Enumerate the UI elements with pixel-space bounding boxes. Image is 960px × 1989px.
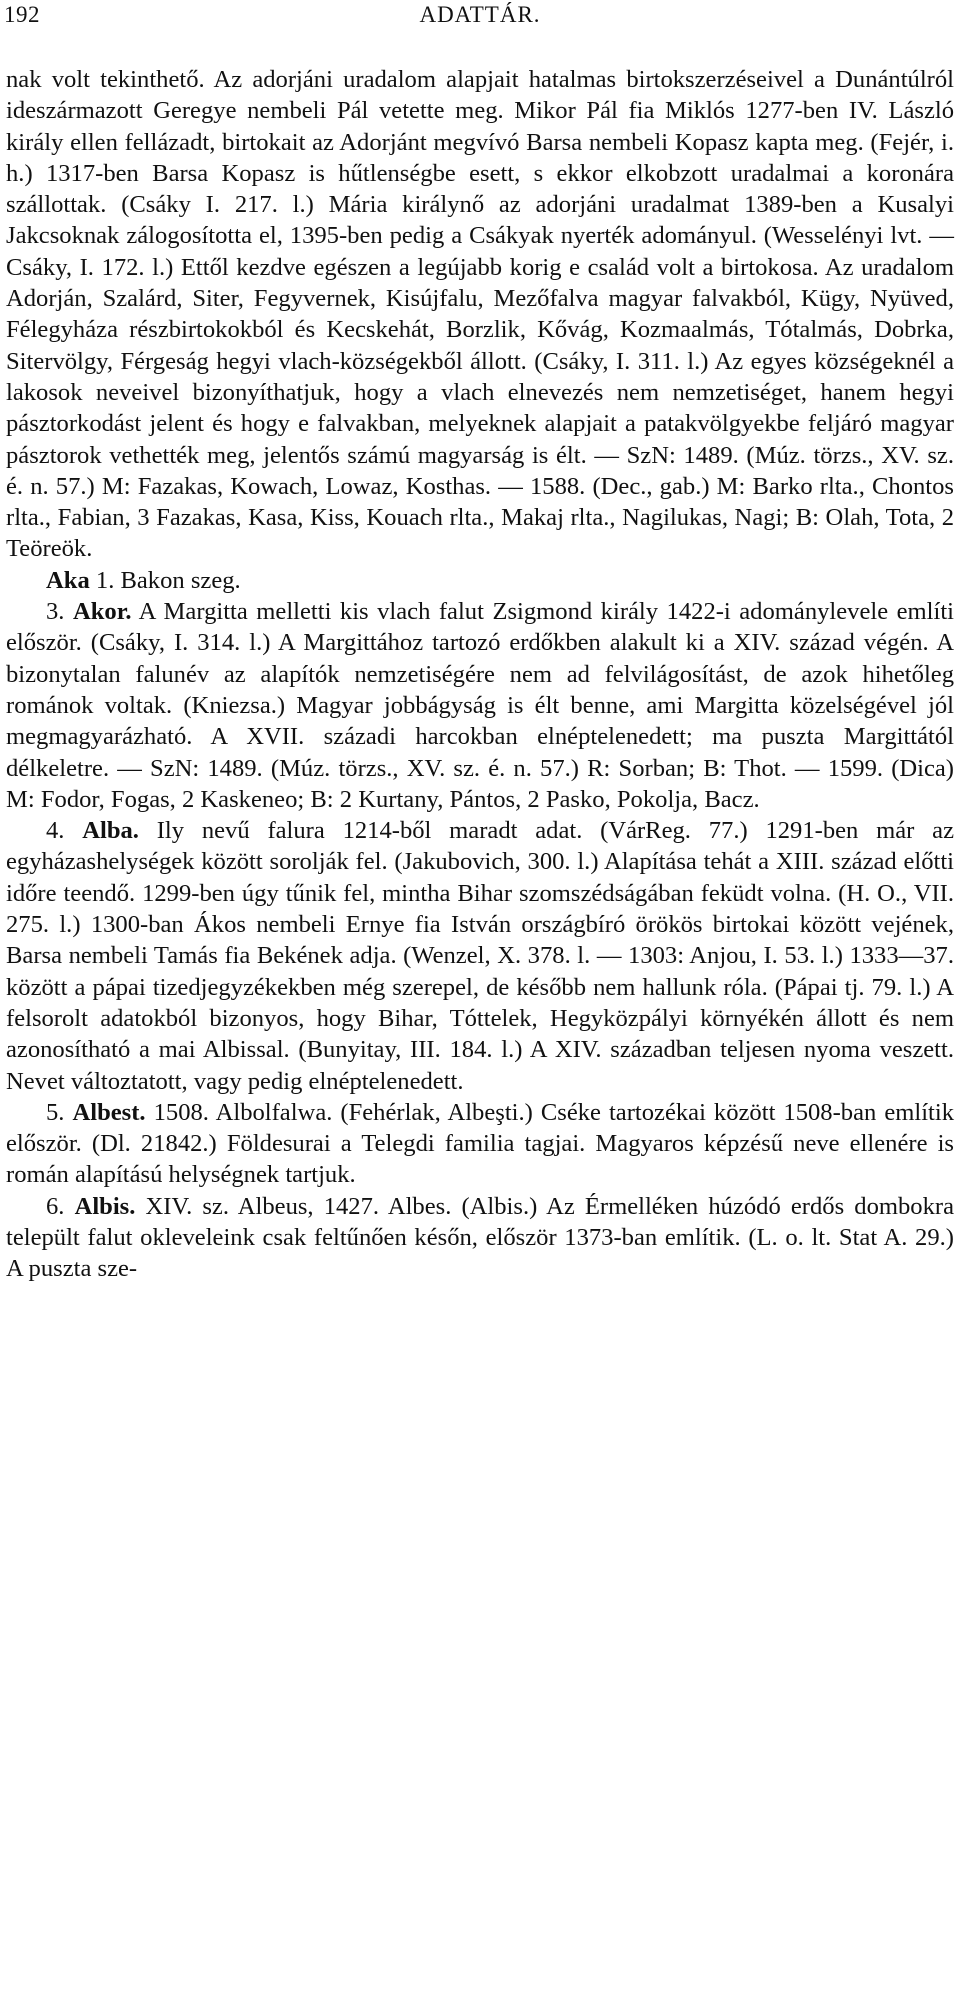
- entry-headword: Aka: [46, 566, 90, 594]
- paragraph-continuation: nak volt tekinthető. Az adorjáni uradalom alapjait hatalmas birtokszerzéseivel a Dunántúlról ideszármazott Geregye nembeli Pál vetette meg. Mikor Pál fia Miklós 1277-ben IV. László király ellen fellázadt, birtokait az Adorjánt megvívó Barsa nembeli Kopasz kapta meg. (Fejér, i. h.) 1317-ben Barsa Kopasz is hűtlenségbe esett, s ekkor elkobzott uradalmai a koronára szállottak. (Csáky I. 217. l.) Mária királynő az adorjáni uradalmat 1389-ben a Kusalyi Jakcsoknak zálogosította el, 1395-ben pedig a Csákyak nyerték adományul. (Wesselényi lvt. — Csáky, I. 172. l.) Ettől kezdve egészen a legújabb korig e család volt a birtokosa. Az uradalom Adorján, Szalárd, Siter, Fegyvernek, Kisújfalu, Mezőfalva magyar falvakból, Kügy, Nyüved, Félegyháza részbirtokokból és Kecskehát, Borzlik, Kővág, Kozmaalmás, Tótalmás, Dobrka, Sitervölgy, Férgeság hegyi vlach-községekből állott. (Csáky, I. 311. l.) Az egyes községeknél a lakosok neveivel bizonyíthatjuk, hogy a vlach elnevezés nem nemzetiséget, hanem hegyi pásztorkodást jelent és hogy e falvakban, melyeknek alapjait a patakvölgyekbe feljáró magyar pásztorok vethették meg, jelentős számú magyarság is élt. — SzN: 1489. (Múz. törzs., XV. sz. é. n. 57.) M: Fazakas, Kowach, Lowaz, Kosthas. — 1588. (Dec., gab.) M: Barko rlta., Chontos rlta., Fabian, 3 Fazakas, Kasa, Kiss, Kouach rlta., Makaj rlta., Nagilukas, Nagi; B: Olah, Tota, 2 Teöreök.: [6, 66, 954, 563]
- entry-number: 6.: [46, 1192, 75, 1220]
- page-header: [0, 2, 960, 38]
- entry-headword: Albis.: [74, 1192, 136, 1220]
- entry-text: Ily nevű falura 1214-ből maradt adat. (VárReg. 77.) 1291-ben már az egyházashelységek között sorolják fel. (Jakubovich, 300. l.) Alapítása tehát a XIII. század előtti időre teendő. 1299-ben úgy tűnik fel, mintha Bihar szomszédságában feküdt volna. (H. O., VII. 275. l.) 1300-ban Ákos nembeli Ernye fia István országbíró örökös birtokai között vejének, Barsa nembeli Tamás fia Bekének adja. (Wenzel, X. 378. l. — 1303: Anjou, I. 53. l.) 1333—37. között a pápai tizedjegyzékekben még szerepel, de később nem hallunk róla. (Pápai tj. 79. l.) A felsorolt adatokból bizonyos, hogy Bihar, Tóttelek, Hegyközpályi környékén állott és nem azonosítható a mai Albissal. (Bunyitay, III. 184. l.) A XIV. században teljesen nyoma veszett. Nevet változtatott, vagy pedig elnéptelenedett.: [6, 817, 954, 1095]
- entry-headword: Alba.: [82, 817, 139, 845]
- page-number: 192: [4, 2, 40, 27]
- running-title: ADATTÁR.: [419, 2, 541, 27]
- entry-albis: [6, 1191, 954, 1285]
- entry-text: 1508. Albolfalwa. (Fehérlak, Albeşti.) Cséke tartozékai között 1508-ban említik először. (Dl. 21842.) Földesurai a Telegdi familia tagjai. Magyaros képzésű neve ellenére is román alapítású helységnek tartjuk.: [6, 1098, 954, 1189]
- entry-text: A Margitta melletti kis vlach falut Zsigmond király 1422-i adománylevele említi először. (Csáky, I. 314. l.) A Margittához tartozó erdőkben alakult ki a XIV. század végén. A bizonytalan falunév az alapítók nemzetiségére nem ad felvilágosítást, de azok hihetőleg románok voltak. (Kniezsa.) Magyar jobbágyság is élt benne, ami Margitta közelségével jól megmagyarázható. A XVII. századi harcokban elnéptelenedett; ma puszta Margittától délkeletre. — SzN: 1489. (Múz. törzs., XV. sz. é. n. 57.) R: Sorban; B: Thot. — 1599. (Dica) M: Fodor, Fogas, 2 Kaskeneo; B: 2 Kurtany, Pántos, 2 Pasko, Pokolja, Bacz.: [6, 598, 954, 813]
- entry-text: XIV. sz. Albeus, 1427. Albes. (Albis.) Az Érmelléken húzódó erdős dombokra települt falut okleveleink csak feltűnően későn, először 1373-ban említik. (L. o. lt. Stat A. 29.) A puszta sze-: [6, 1192, 955, 1283]
- entry-number: 4.: [46, 817, 83, 845]
- entry-alba: [6, 815, 954, 1097]
- entry-headword: Akor.: [72, 598, 132, 626]
- entry-text: 1. Bakon szeg.: [89, 566, 241, 594]
- entry-aka: [6, 565, 954, 596]
- page-body: [6, 64, 954, 1285]
- entry-albest: [6, 1097, 954, 1191]
- entry-number: 3.: [46, 598, 73, 626]
- entry-akor: [6, 596, 954, 815]
- entry-headword: Albest.: [72, 1098, 146, 1126]
- entry-number: 5.: [46, 1098, 73, 1126]
